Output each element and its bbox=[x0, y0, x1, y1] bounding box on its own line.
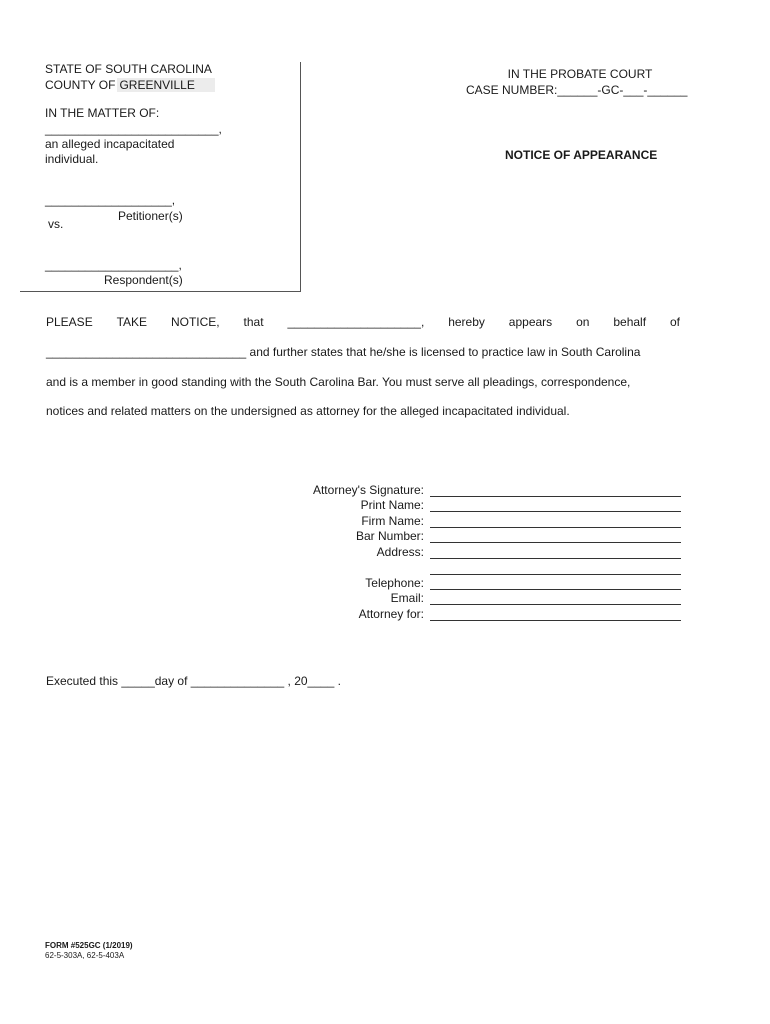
word: TAKE bbox=[116, 315, 148, 329]
attorney-for-row bbox=[250, 607, 681, 621]
attorney-for-label: Attorney for: bbox=[358, 607, 424, 621]
page-title: NOTICE OF APPEARANCE bbox=[505, 148, 658, 162]
address-field-2[interactable] bbox=[430, 574, 681, 575]
telephone-label: Telephone: bbox=[365, 576, 424, 590]
email-label: Email: bbox=[390, 591, 424, 605]
word: appears bbox=[508, 315, 553, 329]
petitioner-label: Petitioner(s) bbox=[118, 209, 183, 223]
petitioner-name-blank: ___________________, bbox=[45, 193, 176, 207]
address-row-2 bbox=[250, 561, 681, 575]
bar-number-field[interactable] bbox=[430, 542, 681, 543]
attorney-signature-field[interactable] bbox=[430, 496, 681, 497]
county-label: COUNTY OF bbox=[45, 78, 116, 92]
print-name-field[interactable] bbox=[430, 511, 681, 512]
print-name-row bbox=[250, 498, 681, 512]
firm-name-label: Firm Name: bbox=[361, 514, 424, 528]
attorney-signature-label: Attorney's Signature: bbox=[312, 483, 424, 497]
state-heading: STATE OF SOUTH CAROLINA bbox=[45, 62, 212, 76]
email-row bbox=[250, 591, 681, 605]
telephone-field[interactable] bbox=[430, 589, 681, 590]
respondent-name-blank: ____________________, bbox=[45, 258, 182, 272]
bar-number-label: Bar Number: bbox=[355, 529, 424, 543]
body-line-3: and is a member in good standing with the South Carolina Bar. You must serve all pleadings, correspondence, bbox=[46, 375, 631, 389]
address-row bbox=[250, 545, 681, 559]
word: NOTICE, bbox=[170, 315, 220, 329]
body-line-1 bbox=[46, 315, 680, 329]
county-line bbox=[45, 78, 215, 92]
incapacitated-text-2: individual. bbox=[45, 152, 99, 166]
matter-heading: IN THE MATTER OF: bbox=[45, 106, 160, 120]
attorney-name-blank: ____________________, bbox=[287, 315, 425, 329]
attorney-for-field[interactable] bbox=[430, 620, 681, 621]
word: of bbox=[669, 315, 680, 329]
vs-label: vs. bbox=[48, 217, 64, 231]
court-name: IN THE PROBATE COURT bbox=[507, 67, 653, 81]
incapacitated-name-blank: __________________________, bbox=[45, 122, 222, 136]
word: behalf bbox=[613, 315, 647, 329]
address-field[interactable] bbox=[430, 558, 681, 559]
word: that bbox=[243, 315, 264, 329]
firm-name-field[interactable] bbox=[430, 527, 681, 528]
email-field[interactable] bbox=[430, 604, 681, 605]
telephone-row bbox=[250, 576, 681, 590]
bar-number-row bbox=[250, 529, 681, 543]
body-line-4: notices and related matters on the undersigned as attorney for the alleged incapacitated individual. bbox=[46, 404, 570, 418]
executed-line: Executed this _____day of ______________ , 20____ . bbox=[46, 674, 341, 688]
print-name-label: Print Name: bbox=[360, 498, 424, 512]
body-line-2: ______________________________ and further states that he/she is licensed to practice law in South Carolina bbox=[46, 345, 641, 359]
word: hereby bbox=[448, 315, 485, 329]
address-label: Address: bbox=[376, 545, 424, 559]
case-number: CASE NUMBER:______-GC-___-______ bbox=[466, 83, 688, 97]
word: on bbox=[576, 315, 590, 329]
incapacitated-text-1: an alleged incapacitated bbox=[45, 137, 175, 151]
attorney-signature-row bbox=[250, 483, 681, 497]
firm-name-row bbox=[250, 514, 681, 528]
county-field[interactable]: GREENVILLE bbox=[117, 78, 214, 92]
statute-codes: 62-5-303A, 62-5-403A bbox=[45, 951, 125, 960]
word: PLEASE bbox=[46, 315, 93, 329]
form-number: FORM #525GC (1/2019) bbox=[45, 941, 133, 950]
respondent-label: Respondent(s) bbox=[104, 273, 183, 287]
